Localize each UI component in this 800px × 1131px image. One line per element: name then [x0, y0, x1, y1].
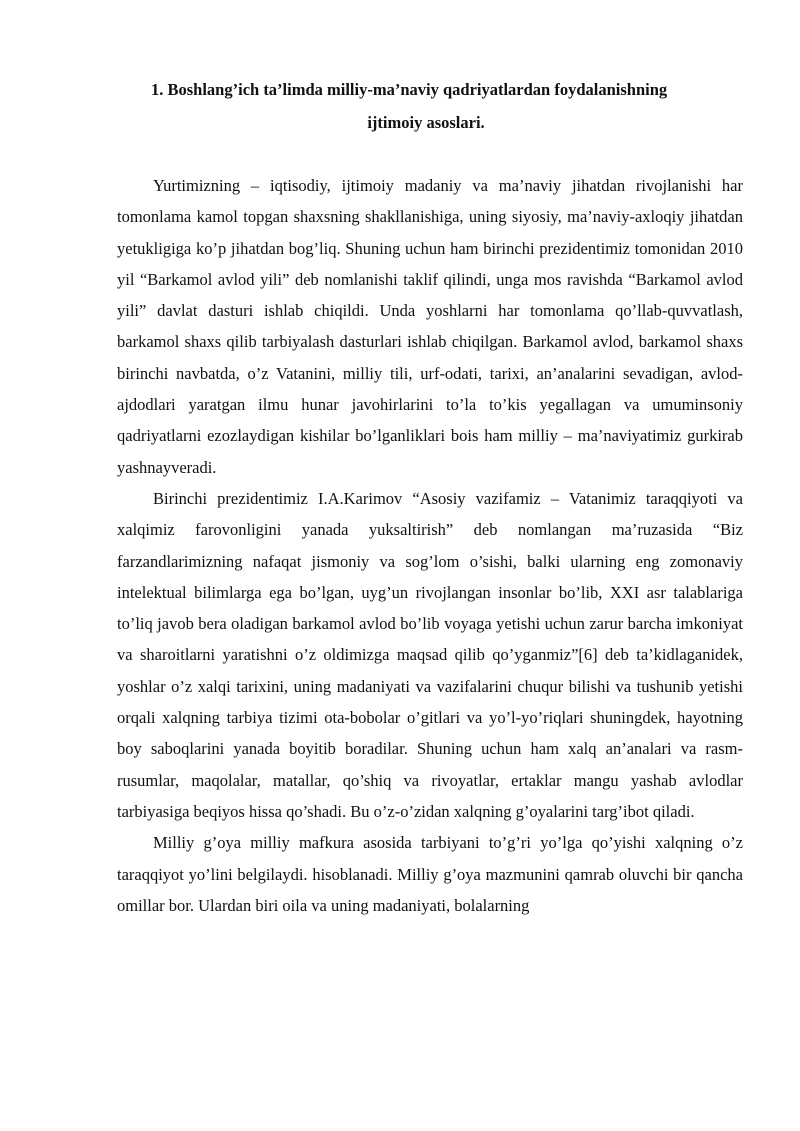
heading-line-2: ijtimoiy asoslari.: [367, 113, 485, 132]
heading-line-1: 1. Boshlang’ich ta’limda milliy-ma’naviy qadriyatlardan foydalanishning: [151, 80, 668, 99]
paragraph-2: Birinchi prezidentimiz I.A.Karimov “Asosiy vazifamiz – Vatanimiz taraqqiyoti va xalqimiz farovonligini yanada yuksaltirish” deb nomlangan ma’ruzasida “Biz farzandlarimizning nafaqat jismoniy va sog’lom o’sishi, balki ularning eng zomonaviy intelektual bilimlarga ega bo’lgan, uyg’un rivojlangan insonlar bo’lib, XXI asr talablariga to’liq javob bera oladigan barkamol avlod bo’lib voyaga yetishi uchun zarur barcha imkoniyat va sharoitlarni yaratishni o’z oldimizga maqsad qilib qo’yganmiz”[6] deb ta’kidlaganidek, yoshlar o’z xalqi tarixini, uning madaniyati va vazifalarini chuqur bilishi va tushunib yetishi orqali xalqning tarbiya tizimi ota-bobolar o’gitlari va yo’l-yo’riqlari shuningdek, hayotning boy saboqlarini yanada boyitib boradilar. Shuning uchun ham xalq an’analari va rasm-rusumlar, maqolalar, matallar, qo’shiq va rivoyatlar, ertaklar mangu yashab avlodlar tarbiyasiga beqiyos hissa qo’shadi. Bu o’z-o’zidan xalqning g’oyalarini targ’ibot qiladi.: [117, 488, 743, 821]
paragraph-1: Yurtimizning – iqtisodiy, ijtimoiy madaniy va ma’naviy jihatdan rivojlanishi har tomonlama kamol topgan shaxsning shakllanishiga, uning siyosiy, ma’naviy-axloqiy jihatdan yetukligiga ko’p jihatdan bog’liq. Shuning uchun ham birinchi prezidentimiz tomonidan 2010 yil “Barkamol avlod yili” deb nomlanishi taklif qilindi, unga mos ravishda “Barkamol avlod yili” davlat dasturi ishlab chiqildi. Unda yoshlarni har tomonlama qo’llab-quvvatlash, barkamol shaxs qilib tarbiyalash dasturlari ishlab chiqilgan. Barkamol avlod, barkamol shaxs birinchi navbatda, o’z Vatanini, milliy tili, urf-odati, tarixi, an’analarini sevadigan, avlod-ajdodlari yaratgan ilmu hunar javohirlarini to’la to’kis yegallagan va umuminsoniy qadriyatlarni ezozlaydigan kishilar bo’lganliklari bois ham milliy – ma’naviyatimiz gurkirab yashnayveradi.: [117, 176, 743, 477]
paragraph-3: Milliy g’oya milliy mafkura asosida tarbiyani to’g’ri yo’lga qo’yishi xalqning o’z taraqqiyot yo’lini belgilaydi. hisoblanadi. Milliy g’oya mazmunini qamrab oluvchi bir qancha omillar bor. Ulardan biri oila va uning madaniyati, bolalarning: [117, 833, 743, 915]
body-text: [117, 170, 743, 921]
